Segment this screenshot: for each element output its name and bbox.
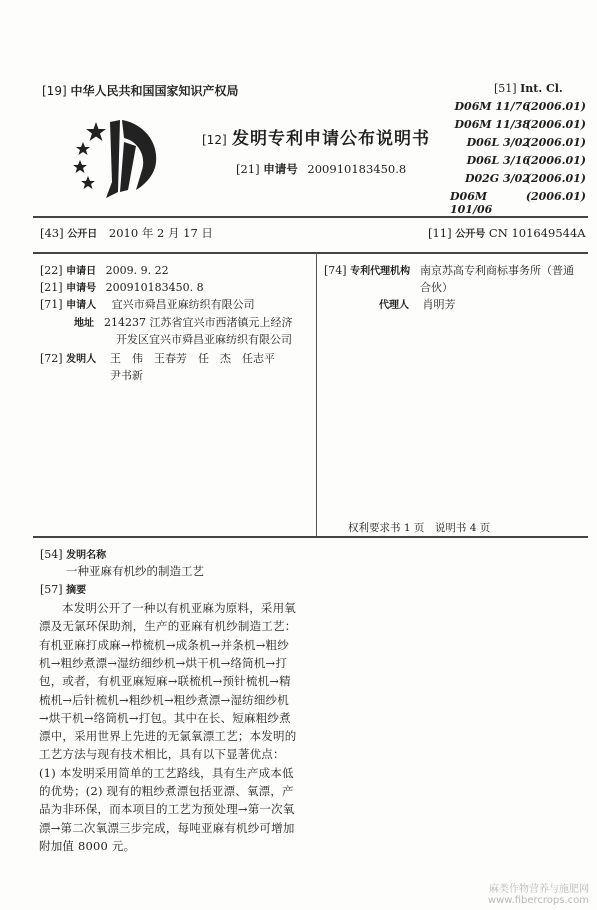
intcl-header (494, 82, 563, 95)
agent (379, 296, 456, 312)
watermark-line-2: www.fibercrops.com (487, 895, 589, 906)
classification-code: D06L 3/02 (466, 136, 530, 149)
title-value: 一种亚麻有机纱的制造工艺 (66, 564, 204, 578)
address-label: 地址 (74, 318, 94, 329)
title-label: 发明名称 (66, 550, 107, 561)
abstract-line: 漂→第二次氧漂三步完成，每吨亚麻有机纱可增加 (39, 820, 295, 835)
abstract-label: 摘要 (66, 585, 87, 596)
abstract-line: 品为非环保，而本项目的工艺为预处理→第一次氧 (39, 802, 295, 817)
applicant-value: 宜兴市舜昌亚麻纺织有限公司 (111, 298, 255, 311)
inventor-label: 发明人 (66, 354, 97, 365)
pub-no (428, 225, 586, 240)
classification-version: (2006.01) (525, 118, 586, 131)
app-no-code: [21] (236, 162, 260, 176)
office-name: 中华人民共和国国家知识产权局 (70, 84, 239, 98)
applicant (40, 296, 255, 312)
abstract-line: 附加值 8000 元。 (39, 838, 136, 853)
invention-title (40, 546, 106, 561)
agent-value: 肖明芳 (422, 298, 456, 311)
appno-label: 申请号 (66, 283, 97, 294)
applicant-code: [71] (40, 298, 63, 311)
pub-no-value: CN 101649544A (488, 226, 586, 240)
abstract-line: 的优势；(2) 现有的粗纱煮漂包括亚漂、氧漂，产 (39, 784, 294, 798)
cnipa-emblem-icon (66, 112, 164, 202)
appno-value: 200910183450. 8 (105, 281, 204, 294)
agency-line-1: 南京苏高专利商标事务所（普通 (420, 264, 574, 277)
agency-line-2: 合伙） (420, 281, 453, 294)
address (74, 314, 94, 329)
inventor-line-2: 尹书新 (110, 369, 143, 382)
classification-code: D06L 3/16 (466, 154, 530, 167)
inventor-code: [72] (40, 352, 63, 365)
classification-version: (2006.01) (525, 190, 586, 203)
app-no-label: 申请号 (263, 162, 298, 176)
classification-version: (2006.01) (525, 136, 586, 149)
classification-version: (2006.01) (525, 100, 586, 113)
abstract-line: 工艺方法与现有技术相比，具有以下显著优点： (39, 747, 285, 762)
abstract-code: [57] (40, 583, 63, 596)
pub-date-code: [43] (40, 226, 64, 240)
classification-code: D02G 3/02 (464, 172, 530, 185)
abstract-line: 漂及无氯环保助剂，生产的亚麻有机纱制造工艺： (39, 619, 297, 634)
agent-label: 代理人 (379, 300, 409, 311)
watermark-line-1: 麻类作物营养与施肥网 (489, 884, 589, 895)
classification-version: (2006.01) (525, 172, 586, 185)
inventor-line-1: 王 伟 王春芳 任 杰 任志平 (110, 352, 275, 365)
app-no-value: 200910183450.8 (307, 162, 407, 176)
divider (33, 216, 588, 218)
filing-label: 申请日 (66, 266, 97, 277)
divider (33, 536, 588, 538)
intcl-label: Int. Cl. (520, 82, 563, 95)
office-header (42, 82, 238, 99)
pub-no-label: 公开号 (455, 229, 486, 240)
classification-code: D06M 11/76 (454, 100, 530, 113)
application-number (40, 279, 204, 294)
header-app-no (236, 161, 406, 177)
abstract-heading (40, 581, 86, 596)
applicant-label: 申请人 (66, 300, 97, 311)
classification-version: (2006.01) (525, 154, 586, 167)
abstract-line: →烘干机→络筒机→打包。其中在长、短麻粗纱煮 (39, 710, 291, 725)
agency-code: [74] (324, 264, 347, 277)
abstract-line: 机→粗纱煮漂→湿纺细纱机→烘干机→络筒机→打 (39, 655, 288, 670)
filing-code: [22] (40, 264, 63, 277)
watermark (488, 880, 589, 906)
doc-type-code: [12] (202, 133, 227, 147)
classification-code: D06M 11/38 (454, 118, 530, 131)
abstract-line: (1) 本发明采用简单的工艺路线，具有生产成本低 (39, 765, 294, 780)
classification-code: D06M 101/06 (450, 190, 493, 216)
address-line-1: 214237 江苏省宜兴市西渚镇元上经济 (104, 316, 293, 329)
divider (33, 252, 588, 254)
intcl-code: [51] (494, 82, 517, 95)
filing-date (40, 262, 169, 277)
appno-code: [21] (40, 281, 63, 294)
pub-date-value: 2010 年 2 月 17 日 (108, 226, 213, 240)
abstract-line: 有机亚麻打成麻→栉梳机→成条机→并条机→粗纱 (39, 637, 289, 652)
abstract-line: 本发明公开了一种以有机亚麻为原料，采用氧 (62, 601, 296, 615)
address-line-2: 开发区宜兴市舜昌亚麻纺织有限公司 (116, 333, 292, 346)
pub-date (40, 225, 213, 241)
inventors (40, 350, 96, 365)
doc-type-title (202, 124, 430, 149)
abstract-line: 梳机→后针梳机→粗纱机→粗纱煮漂→湿纺细纱机 (39, 692, 289, 707)
page-count: 权利要求书 1 页 说明书 4 页 (348, 522, 491, 534)
office-code: [19] (42, 84, 67, 98)
title-code: [54] (40, 548, 63, 561)
pub-date-label: 公开日 (67, 229, 98, 240)
agency (324, 262, 410, 277)
abstract-line: 漂中，采用世界上先进的无氯氧漂工艺；本发明的 (39, 729, 297, 744)
agency-label: 专利代理机构 (350, 266, 411, 277)
column-divider (316, 253, 317, 536)
abstract-line: 包，或者，有机亚麻短麻→联梳机→预针梳机→精 (39, 674, 291, 689)
filing-value: 2009. 9. 22 (105, 264, 169, 277)
doc-type: 发明专利申请公布说明书 (232, 129, 431, 149)
pub-no-code: [11] (428, 226, 452, 240)
